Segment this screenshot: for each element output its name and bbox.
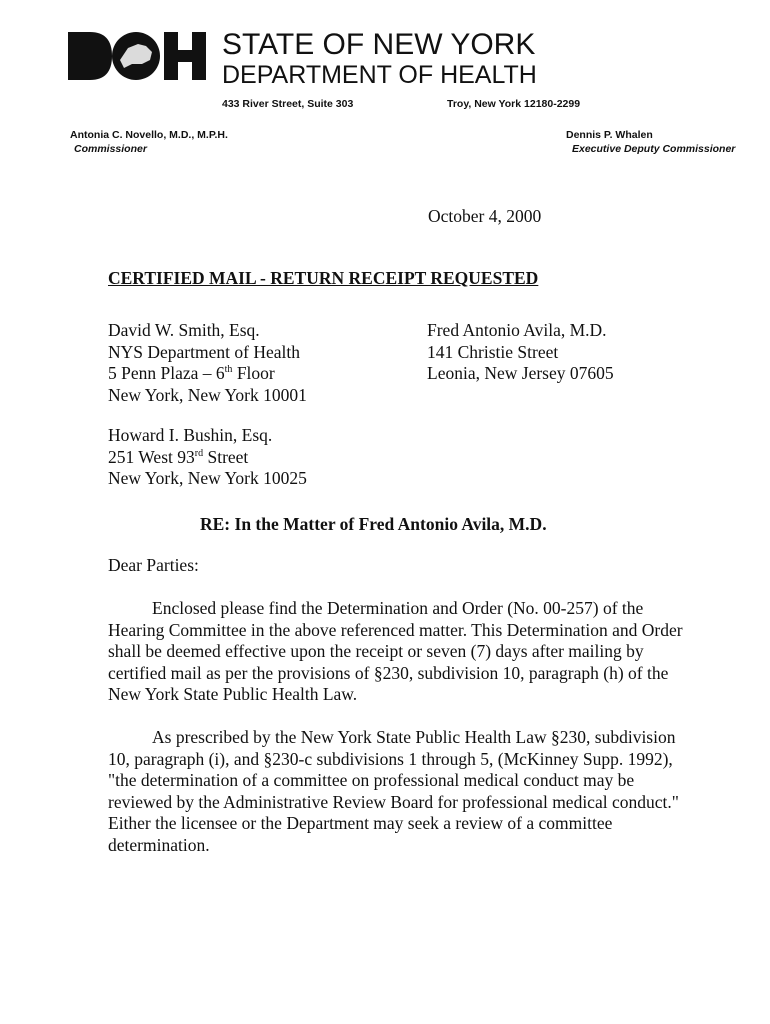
letter-date: October 4, 2000: [428, 206, 542, 226]
commissioner-name: Antonia C. Novello, M.D., M.P.H.: [70, 129, 228, 141]
agency-department-line: DEPARTMENT OF HEALTH: [222, 61, 537, 89]
deputy-commissioner-block: [566, 128, 735, 156]
recipient-bushin: [108, 425, 307, 490]
commissioner-title: Commissioner: [74, 143, 147, 155]
recipient-bushin-line3: New York, New York 10025: [108, 468, 307, 488]
certified-mail-notice: CERTIFIED MAIL - RETURN RECEIPT REQUESTED: [108, 268, 539, 288]
commissioner-block: [70, 128, 228, 156]
paragraph-1: [108, 598, 708, 706]
paragraph-1-line: Hearing Committee in the above referenced matter. This Determination and Order: [108, 619, 683, 640]
paragraph-2-line: determination.: [108, 834, 210, 855]
salutation: Dear Parties:: [108, 555, 199, 575]
recipient-smith-line4: New York, New York 10001: [108, 384, 307, 405]
recipient-bushin-line2: 251 West 93rd Street: [108, 446, 249, 467]
paragraph-2-line: 10, paragraph (i), and §230-c subdivisions 1 through 5, (McKinney Supp. 1992),: [108, 748, 673, 769]
recipient-avila: [427, 320, 614, 385]
recipient-bushin-line1: Howard I. Bushin, Esq.: [108, 425, 273, 445]
recipient-avila-line1: Fred Antonio Avila, M.D.: [427, 320, 607, 340]
paragraph-2: [108, 727, 708, 856]
doh-logo: [68, 30, 208, 82]
recipient-smith-line3: 5 Penn Plaza – 6th Floor: [108, 363, 275, 383]
recipient-smith-line1: David W. Smith, Esq.: [108, 320, 260, 340]
paragraph-1-line: shall be deemed effective upon the receipt or seven (7) days after mailing by: [108, 641, 644, 661]
paragraph-1-line: certified mail as per the provisions of §230, subdivision 10, paragraph (h) of the: [108, 662, 669, 683]
re-line: RE: In the Matter of Fred Antonio Avila, M.D.: [200, 514, 547, 534]
paragraph-1-line: Enclosed please find the Determination and Order (No. 00-257) of the: [152, 598, 644, 618]
paragraph-2-line: reviewed by the Administrative Review Board for professional medical conduct.": [108, 791, 679, 812]
paragraph-2-line: "the determination of a committee on professional medical conduct may be: [108, 770, 635, 790]
letterhead-address-street: 433 River Street, Suite 303: [222, 98, 354, 110]
recipient-avila-line2: 141 Christie Street: [427, 341, 559, 362]
recipient-smith-line2: NYS Department of Health: [108, 341, 300, 362]
paragraph-2-line: As prescribed by the New York State Public Health Law §230, subdivision: [152, 727, 676, 747]
recipient-smith: [108, 320, 307, 406]
paragraph-2-line: Either the licensee or the Department may seek a review of a committee: [108, 813, 613, 833]
deputy-commissioner-title: Executive Deputy Commissioner: [572, 143, 736, 155]
agency-state-line: STATE OF NEW YORK: [222, 28, 536, 61]
paragraph-1-line: New York State Public Health Law.: [108, 684, 358, 704]
recipient-avila-line3: Leonia, New Jersey 07605: [427, 363, 614, 383]
deputy-commissioner-name: Dennis P. Whalen: [566, 129, 653, 141]
letterhead-address-city: Troy, New York 12180-2299: [447, 98, 581, 110]
